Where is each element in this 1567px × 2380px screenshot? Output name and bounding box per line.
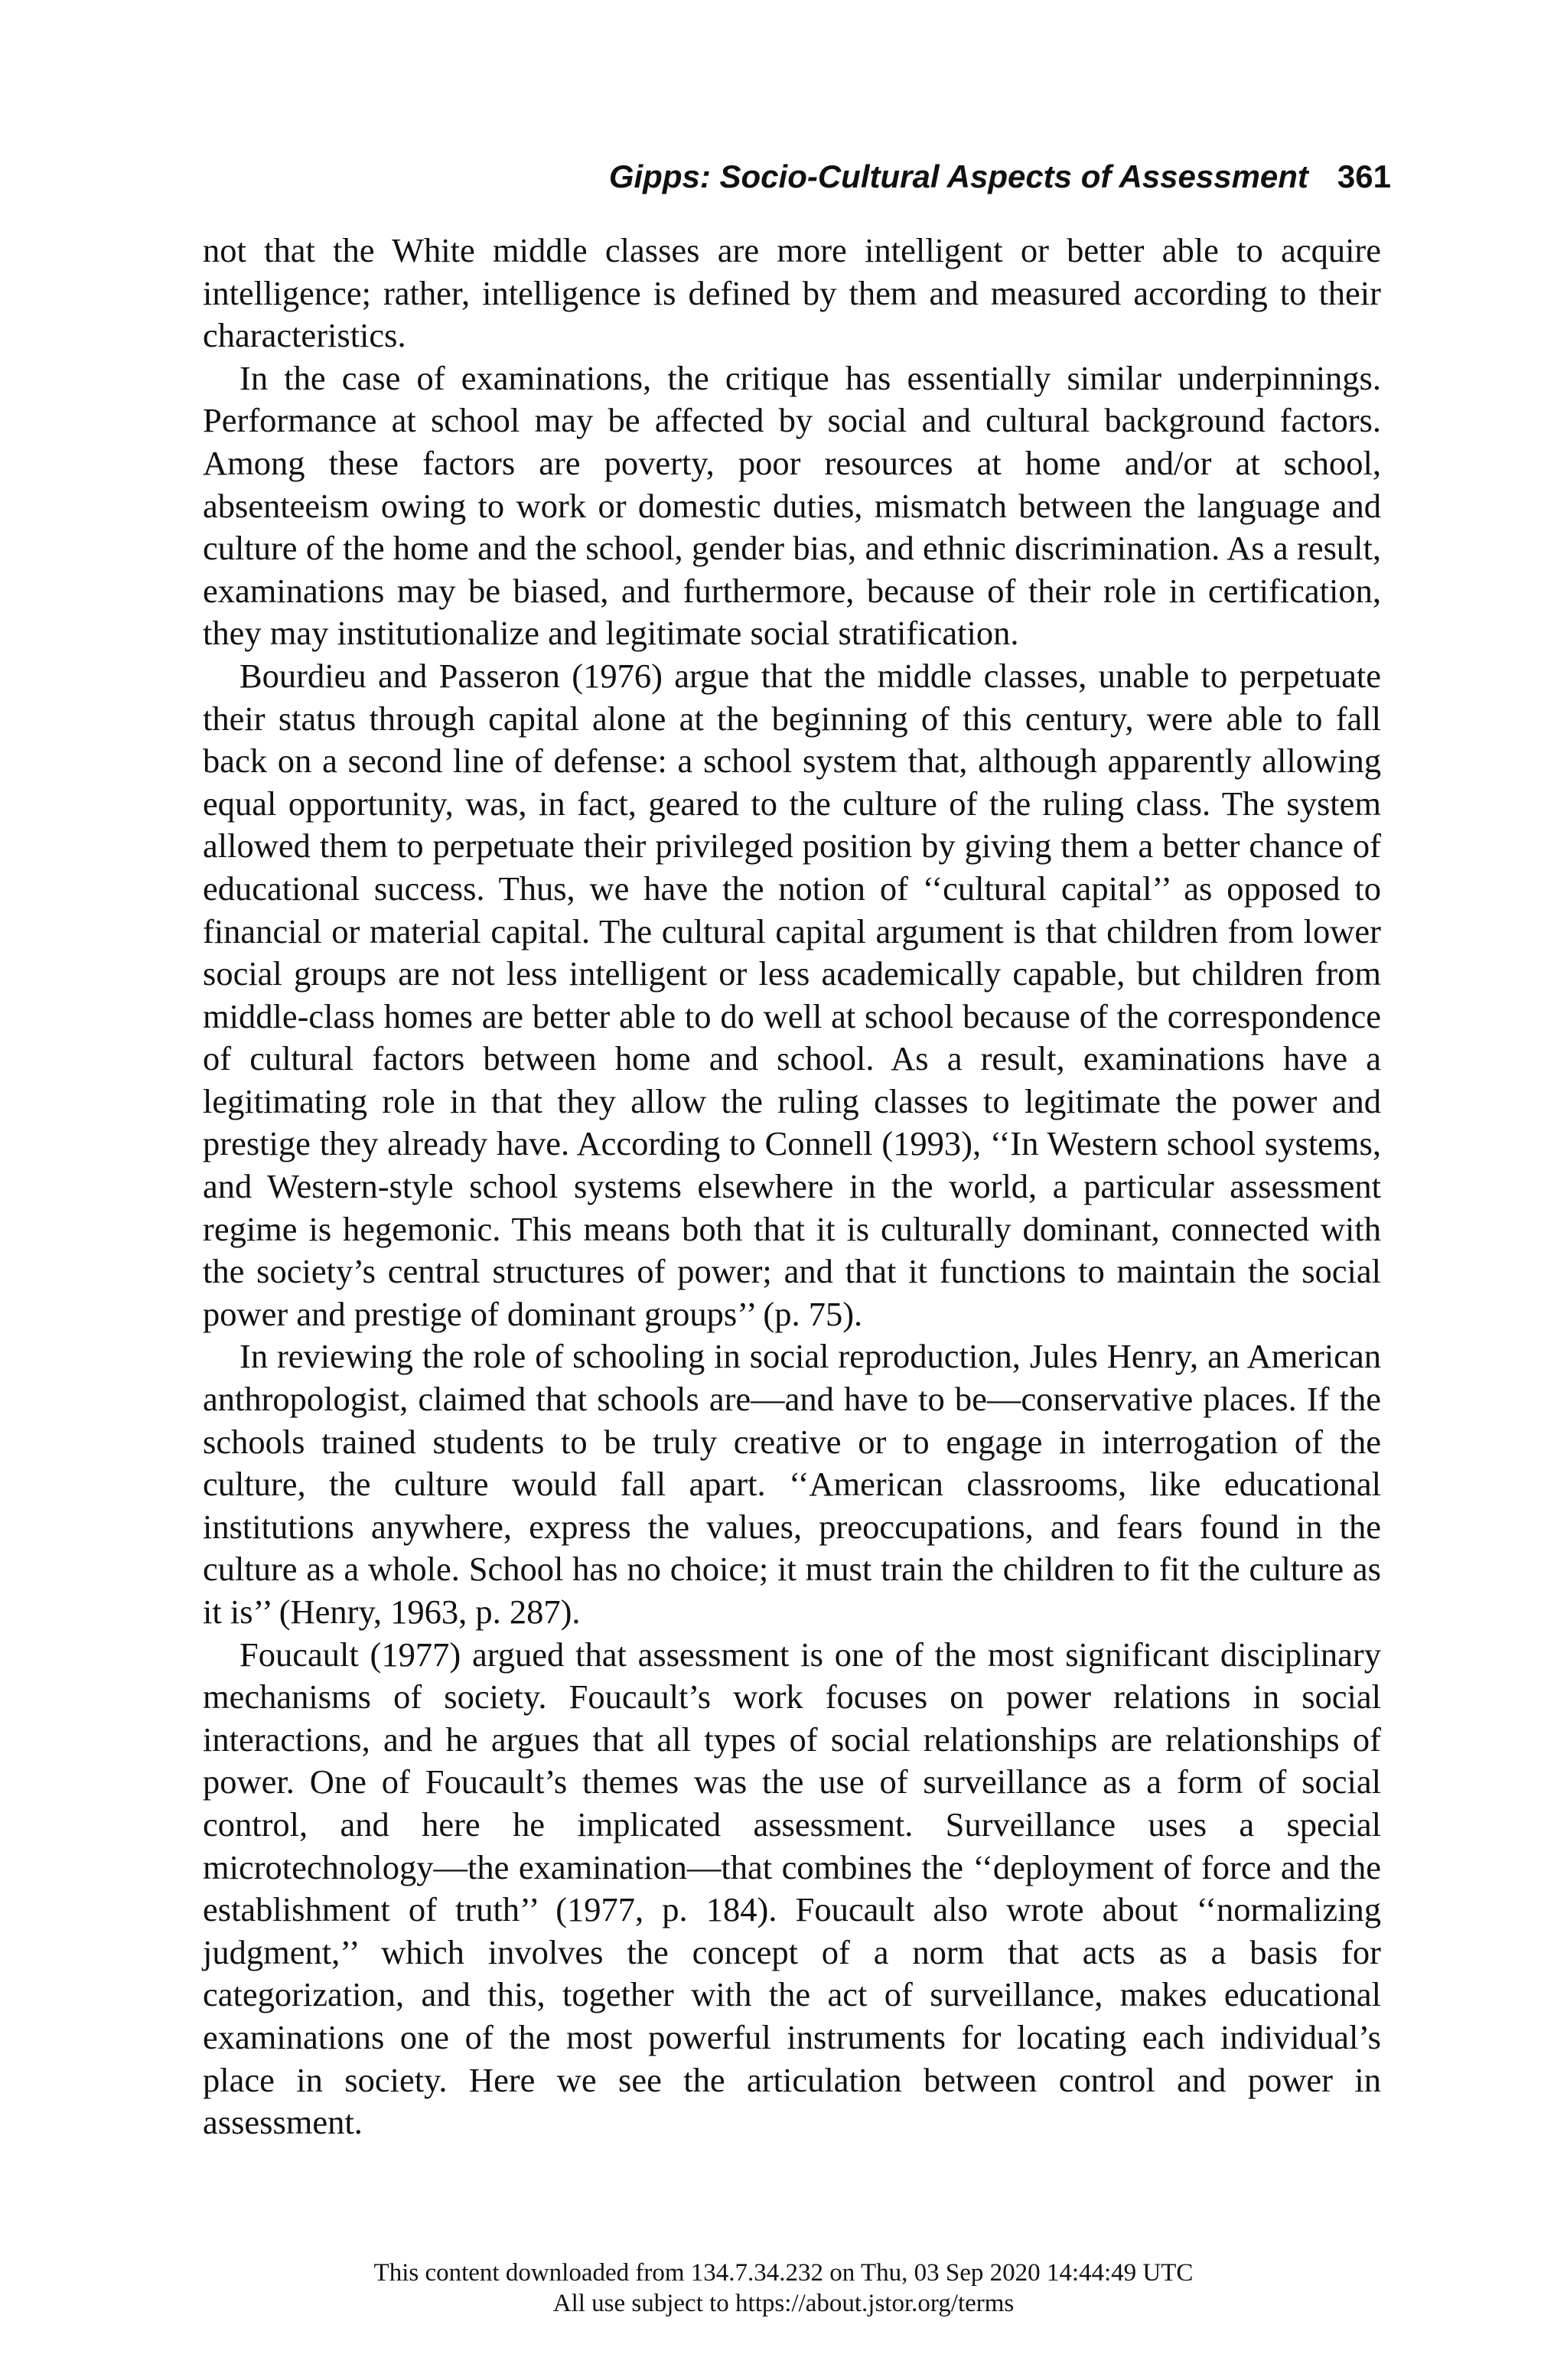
paragraph-foucault: Foucault (1977) argued that assessment is one of the most significant disciplinary mechanisms of society. Foucault’s work focuses on power relations in social interactions, and he argues that all types of social relationships are relationships of power. One of Foucault’s themes was the use of surveillance as a form of social control, and here he implicated assessment. Surveillance uses a special microtechnology—the examination—that combines the ‘‘deployment of force and the establishment of truth’’ (1977, p. 184). Foucault also wrote about ‘‘normalizing judgment,’’ which involves the concept of a norm that acts as a basis for categorization, and this, together with the act of surveillance, makes educational examinations one of the most powerful instruments for locating each individual’s place in society. Here we see the articulation between control and power in assessment. (203, 1635, 1381, 2142)
paragraph-bourdieu-passeron: Bourdieu and Passeron (1976) argue that the middle classes, unable to perpetuate their status through capital alone at the beginning of this century, were able to fall back on a second line of defense: a school system that, although apparently allowing equal opportunity, was, in fact, geared to the culture of the ruling class. The system allowed them to perpetuate their privileged position by giving them a better chance of educational success. Thus, we have the notion of ‘‘cultural capital’’ as opposed to financial or material capital. The cultural capital argument is that children from lower social groups are not less intelligent or less academically capable, but children from middle-class homes are better able to do well at school because of the correspondence of cultural factors between home and school. As a result, examinations have a legitimating role in that they allow the ruling classes to legitimate the power and prestige they already have. According to Connell (1993), ‘‘In Western school systems, and Western-style school systems elsewhere in the world, a particular assessment regime is hegemonic. This means both that it is culturally dominant, connected with the society’s central structures of power; and that it functions to maintain the social power and prestige of dominant groups’’ (p. 75). (203, 656, 1381, 1333)
paragraph-jules-henry: In reviewing the role of schooling in social reproduction, Jules Henry, an American anthropologist, claimed that schools are—and have to be—conservative places. If the schools trained students to be truly creative or to engage in interrogation of the culture, the culture would fall apart. ‘‘American classrooms, like educational institutions anywhere, express the values, preoccupations, and fears found in the culture as a whole. School has no choice; it must train the children to fit the culture as it is’’ (Henry, 1963, p. 287). (203, 1337, 1381, 1631)
paragraph-examinations-critique: In the case of examinations, the critique has essentially similar underpinnings. Performance at school may be affected by social and cultural background factors. Among these factors are poverty, poor resources at home and/or at school, absenteeism owing to work or domestic duties, mismatch between the language and culture of the home and the school, gender bias, and ethnic discrimination. As a result, examinations may be biased, and furthermore, because of their role in certification, they may institutionalize and legitimate social stratification. (203, 358, 1381, 653)
running-header (609, 158, 1391, 196)
download-notice (0, 2258, 1567, 2319)
paragraph-continuation: not that the White middle classes are more intelligent or better able to acquire intelligence; rather, intelligence is defined by them and measured according to their characteristics. (203, 231, 1381, 355)
download-notice-line2: All use subject to https://about.jstor.org/terms (552, 2290, 1015, 2317)
article-body (203, 230, 1381, 2144)
download-notice-line1: This content downloaded from 134.7.34.232 on Thu, 03 Sep 2020 14:44:49 UTC (373, 2259, 1194, 2287)
running-title: Gipps: Socio-Cultural Aspects of Assessment (608, 158, 1308, 194)
page-number: 361 (1337, 158, 1391, 194)
